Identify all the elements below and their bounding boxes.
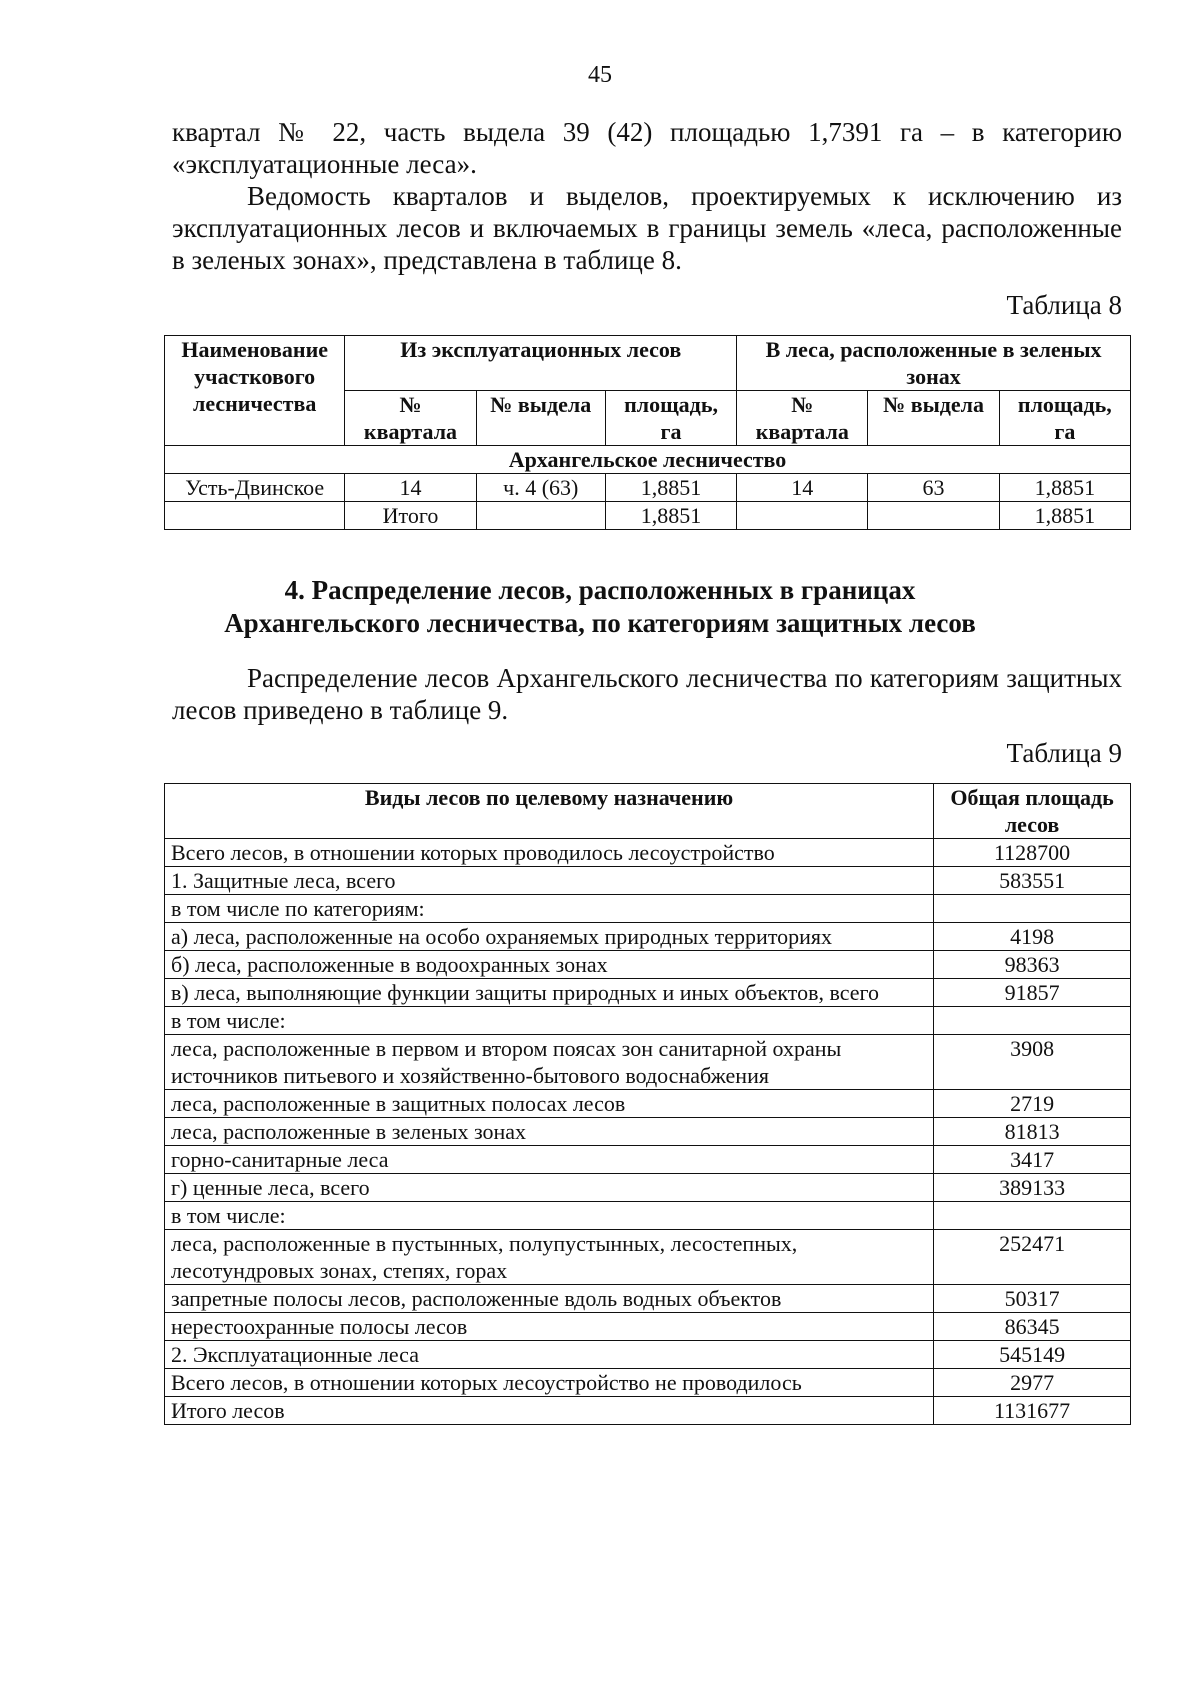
table-cell	[868, 502, 999, 530]
table-8	[164, 335, 1131, 530]
header-area: площадь, га	[999, 391, 1130, 446]
table-row	[165, 867, 1131, 895]
table-row	[165, 1146, 1131, 1174]
page-number: 45	[588, 62, 612, 88]
table-row	[165, 502, 1131, 530]
area-cell	[934, 1007, 1131, 1035]
table9-caption: Таблица 9	[1006, 738, 1122, 768]
header-kvartal: № квартала	[345, 391, 476, 446]
forest-type-cell: в том числе:	[165, 1007, 934, 1035]
header-vydel: № выдела	[476, 391, 605, 446]
table-row	[165, 1202, 1131, 1230]
table-row	[165, 839, 1131, 867]
header-vydel: № выдела	[868, 391, 999, 446]
table-cell: 63	[868, 474, 999, 502]
section-heading-line-2: Архангельского лесничества, по категориям защитных лесов	[224, 608, 976, 638]
area-cell: 1131677	[934, 1397, 1131, 1425]
table-cell: 1,8851	[605, 474, 736, 502]
area-cell: 91857	[934, 979, 1131, 1007]
header-from-group: Из эксплуатационных лесов	[345, 336, 737, 391]
area-cell	[934, 895, 1131, 923]
area-cell: 252471	[934, 1230, 1131, 1285]
table-cell: Усть-Двинское	[165, 474, 345, 502]
table-cell: Итого	[345, 502, 476, 530]
forest-type-cell: 2. Эксплуатационные леса	[165, 1341, 934, 1369]
header-kvartal: № квартала	[737, 391, 868, 446]
table-row	[165, 923, 1131, 951]
forest-type-cell: леса, расположенные в зеленых зонах	[165, 1118, 934, 1146]
table-cell: 1,8851	[999, 474, 1130, 502]
area-cell: 98363	[934, 951, 1131, 979]
area-cell: 50317	[934, 1285, 1131, 1313]
section4-text	[172, 662, 1122, 726]
table-row	[165, 1369, 1131, 1397]
table-cell: 1,8851	[999, 502, 1130, 530]
area-cell: 1128700	[934, 839, 1131, 867]
forest-type-cell: б) леса, расположенные в водоохранных зонах	[165, 951, 934, 979]
header-area: площадь, га	[605, 391, 736, 446]
table-cell	[165, 502, 345, 530]
table-row	[165, 474, 1131, 502]
forest-type-cell: Всего лесов, в отношении которых проводилось лесоустройство	[165, 839, 934, 867]
table-cell: 1,8851	[605, 502, 736, 530]
table-row	[165, 1313, 1131, 1341]
forest-type-cell: леса, расположенные в первом и втором поясах зон санитарной охраны источников питьевого и хозяйственно-бытового водоснабжения	[165, 1035, 934, 1090]
table-row	[165, 1118, 1131, 1146]
table-row	[165, 951, 1131, 979]
forest-type-cell: леса, расположенные в защитных полосах лесов	[165, 1090, 934, 1118]
table-row	[165, 1007, 1131, 1035]
header-name: Наименование участкового лесничества	[165, 336, 345, 446]
forest-type-cell: в том числе:	[165, 1202, 934, 1230]
section4-paragraph: Распределение лесов Архангельского лесничества по категориям защитных лесов приведено в таблице 9.	[172, 663, 1122, 725]
area-cell: 81813	[934, 1118, 1131, 1146]
forest-type-cell: 1. Защитные леса, всего	[165, 867, 934, 895]
area-cell: 583551	[934, 867, 1131, 895]
table-cell: 14	[737, 474, 868, 502]
forest-type-cell: запретные полосы лесов, расположенные вдоль водных объектов	[165, 1285, 934, 1313]
table-row	[165, 979, 1131, 1007]
forest-type-cell: в том числе по категориям:	[165, 895, 934, 923]
area-cell: 389133	[934, 1174, 1131, 1202]
area-cell: 3417	[934, 1146, 1131, 1174]
intro-text	[172, 116, 1122, 276]
area-cell: 3908	[934, 1035, 1131, 1090]
area-cell: 545149	[934, 1341, 1131, 1369]
table-row	[165, 1174, 1131, 1202]
forest-type-cell: а) леса, расположенные на особо охраняемых природных территориях	[165, 923, 934, 951]
table-cell: ч. 4 (63)	[476, 474, 605, 502]
table-row	[165, 1285, 1131, 1313]
table8-section-row: Архангельское лесничество	[165, 446, 1131, 474]
table-row	[165, 1090, 1131, 1118]
table-row	[165, 1230, 1131, 1285]
intro-paragraph-2: Ведомость кварталов и выделов, проектируемых к исключению из эксплуатационных лесов и включаемых в границы земель «леса, расположенные в зеленых зонах», представлена в таблице 8.	[172, 181, 1122, 275]
table-9	[164, 783, 1131, 1425]
area-cell	[934, 1202, 1131, 1230]
table8-caption: Таблица 8	[1006, 290, 1122, 320]
header-forest-type: Виды лесов по целевому назначению	[165, 784, 934, 839]
table-cell: 14	[345, 474, 476, 502]
forest-type-cell: нерестоохранные полосы лесов	[165, 1313, 934, 1341]
header-to-group: В леса, расположенные в зеленых зонах	[737, 336, 1131, 391]
area-cell: 86345	[934, 1313, 1131, 1341]
forest-type-cell: леса, расположенные в пустынных, полупустынных, лесостепных, лесотундровых зонах, степях, горах	[165, 1230, 934, 1285]
table-row	[165, 895, 1131, 923]
intro-paragraph-1-end: «эксплуатационные леса».	[172, 149, 477, 179]
area-cell: 2719	[934, 1090, 1131, 1118]
section-heading	[0, 574, 1200, 640]
intro-paragraph-1: квартал № 22, часть выдела 39 (42) площадью 1,7391 га – в категорию	[172, 117, 1122, 147]
forest-type-cell: горно-санитарные леса	[165, 1146, 934, 1174]
forest-type-cell: в) леса, выполняющие функции защиты природных и иных объектов, всего	[165, 979, 934, 1007]
table-cell	[737, 502, 868, 530]
area-cell: 2977	[934, 1369, 1131, 1397]
section-heading-line-1: 4. Распределение лесов, расположенных в границах	[284, 575, 916, 605]
table-row	[165, 1397, 1131, 1425]
area-cell: 4198	[934, 923, 1131, 951]
forest-type-cell: Всего лесов, в отношении которых лесоустройство не проводилось	[165, 1369, 934, 1397]
table-cell	[476, 502, 605, 530]
forest-type-cell: Итого лесов	[165, 1397, 934, 1425]
table-row	[165, 1035, 1131, 1090]
header-total-area: Общая площадь лесов	[934, 784, 1131, 839]
forest-type-cell: г) ценные леса, всего	[165, 1174, 934, 1202]
table-row	[165, 1341, 1131, 1369]
